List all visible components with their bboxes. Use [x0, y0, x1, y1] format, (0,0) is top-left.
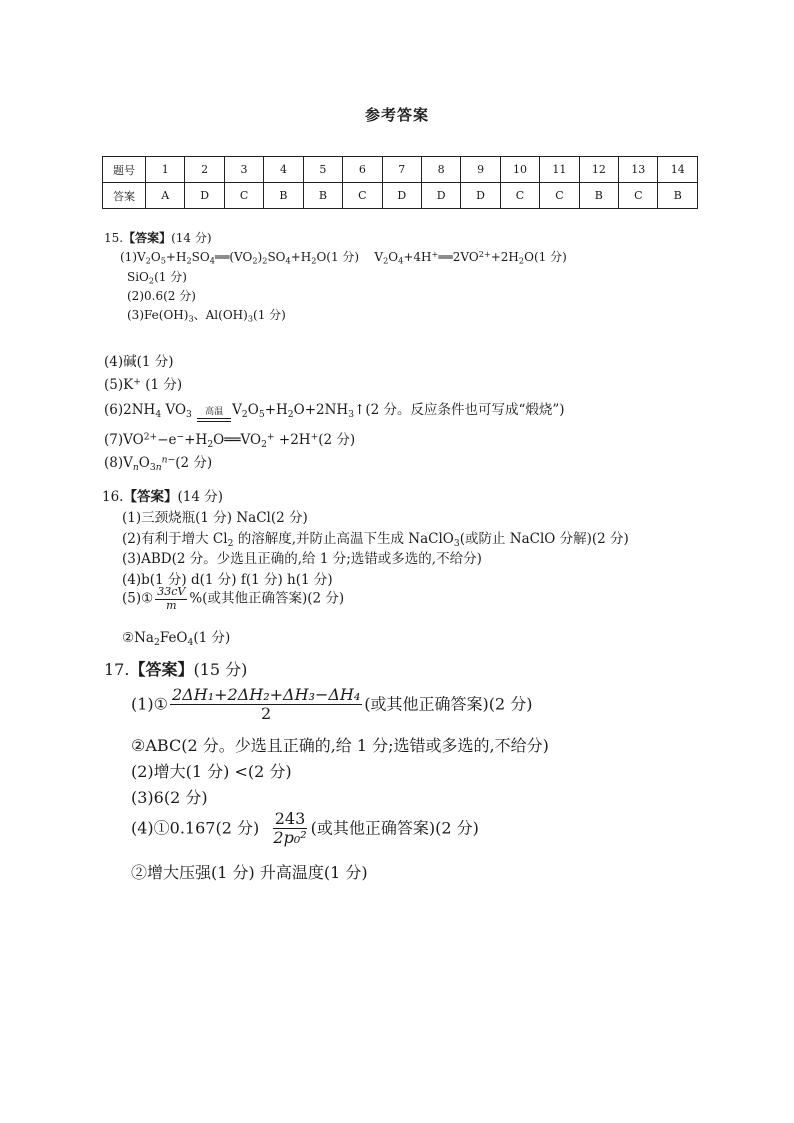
table-cell: 5 — [303, 157, 342, 183]
fraction-243 — [271, 810, 308, 848]
table-cell: 4 — [264, 157, 303, 183]
fraction-33cV-m — [155, 586, 187, 612]
q17-l1-b: (或其他正确答案)(2 分) — [364, 694, 533, 714]
q16-l5-b: %(或其他正确答案)(2 分) — [189, 590, 345, 607]
reaction-condition-label: 高温 — [205, 407, 224, 417]
q15-l1-score: (1 分) — [326, 250, 360, 264]
table-cell: 7 — [382, 157, 421, 183]
q15-line5: (5)K+ (1 分) — [104, 376, 183, 393]
q15-l7-b: +2H — [274, 432, 311, 448]
q15-l3-a: (3)Fe(OH) — [127, 308, 189, 322]
table-cell: C — [540, 183, 579, 209]
q17-line3: (2)增大(1 分) <(2 分) — [131, 762, 292, 781]
q16-l2-b: 的溶解度,并防止高温下生成 NaClO — [233, 531, 454, 547]
table-header-number: 题号 — [103, 157, 146, 183]
q17-line2: ②ABC(2 分。少选且正确的,给 1 分;选错或多选的,不给分) — [131, 736, 549, 755]
q15-line7: $(7)VO^{2+}-e^-+H_2O══VO_2^+ +2H^+(2$ 分) — [104, 431, 356, 450]
table-row-answers — [103, 183, 698, 209]
table-cell: B — [658, 183, 698, 209]
q15-l1-prefix: (1)V — [120, 250, 146, 264]
q15-line4: (4)碱(1 分) — [104, 354, 174, 370]
q15-l5-b: (1 分) — [145, 377, 183, 393]
table-cell: 2 — [185, 157, 224, 183]
q16-l5-a: (5)① — [122, 590, 154, 607]
table-row-numbers — [103, 157, 698, 183]
q16-line4: (4)b(1 分) d(1 分) f(1 分) h(1 分) — [122, 572, 333, 588]
q16-line6: $②Na_2FeO_4(1$ 分) — [122, 630, 231, 648]
q15-l5-a: (5)K — [104, 377, 134, 393]
q15-sio2-score: (1 分) — [154, 270, 187, 284]
q15-line3: $(3)Fe(OH)_3$、$Al(OH)_3(1$ 分) — [127, 308, 286, 324]
answer-table — [102, 156, 698, 209]
fraction-numerator: 33cV — [157, 585, 186, 598]
table-cell: 8 — [421, 157, 460, 183]
table-cell: C — [619, 183, 658, 209]
table-cell: D — [382, 183, 421, 209]
q17-line5 — [131, 810, 479, 848]
q16-line5 — [122, 586, 344, 612]
q15-l6-d: (2 分。反应条件也可写成“煅烧”) — [365, 402, 565, 418]
q17-answer-tag: 【答案】 — [129, 660, 194, 679]
q16-heading — [102, 485, 223, 505]
q16-answer-tag: 【答案】 — [123, 489, 178, 505]
q15-l6-a: (6)2NH — [104, 402, 156, 418]
fraction-denominator: 2p₀² — [273, 828, 307, 848]
q15-line2: (2)0.6(2 分) — [127, 289, 196, 303]
table-cell: B — [579, 183, 618, 209]
q16-number: 16. — [102, 489, 124, 505]
q15-answer-tag: 【答案】 — [123, 231, 172, 245]
q17-line4: (3)6(2 分) — [131, 788, 208, 807]
q16-score: (14 分) — [177, 489, 223, 505]
page-title: 参考答案 — [364, 106, 429, 124]
fraction-numerator: 243 — [274, 809, 306, 828]
q17-line1 — [131, 686, 533, 724]
fraction-enthalpy — [170, 686, 362, 724]
fraction-denominator: m — [166, 598, 177, 612]
q17-l1-a: (1)① — [131, 694, 169, 714]
q15-sio2: SiO$_2$(1 分) — [127, 270, 187, 286]
table-cell: A — [146, 183, 185, 209]
table-cell: 9 — [461, 157, 500, 183]
table-cell: 14 — [658, 157, 698, 183]
q17-l5-a: (4)①0.167(2 分) — [131, 818, 260, 838]
q15-l8-a: (8)V — [104, 455, 133, 471]
q17-heading — [104, 657, 247, 680]
q15-l7-a: (7)VO — [104, 432, 144, 448]
table-cell: C — [224, 183, 263, 209]
q16-l6-a: ②Na — [122, 630, 154, 646]
fraction-numerator: 2ΔH₁+2ΔH₂+ΔH₃−ΔH₄ — [172, 685, 361, 704]
table-cell: 13 — [619, 157, 658, 183]
table-cell: 12 — [579, 157, 618, 183]
q15-l3-c: (1 分) — [253, 308, 286, 322]
q15-score: (14 分) — [171, 231, 212, 245]
q16-l6-b: (1 分) — [193, 630, 231, 646]
table-cell: C — [500, 183, 539, 209]
q17-l5-b: (或其他正确答案)(2 分) — [310, 818, 479, 838]
q15-number: 15. — [104, 231, 124, 245]
q16-line1: (1)三颈烧瓶(1 分) NaCl(2 分) — [122, 510, 308, 526]
q16-l2-c: (或防止 NaClO 分解)(2 分) — [459, 531, 629, 547]
reaction-condition — [197, 408, 231, 426]
table-cell: B — [264, 183, 303, 209]
q17-score: (15 分) — [193, 660, 248, 679]
q16-l2-a: (2)有利于增大 Cl — [122, 531, 228, 547]
q15-line8: $(8)V_nO_{3n}^{n-}(2$ 分) — [104, 454, 213, 473]
q15-l7-c: (2 分) — [318, 432, 356, 448]
table-cell: D — [185, 183, 224, 209]
q17-number: 17. — [104, 660, 130, 679]
q15-l6-c: V — [232, 402, 242, 418]
q15-l1-eq2: V — [374, 250, 384, 264]
q15-l6-b: VO — [161, 402, 187, 418]
table-cell: D — [461, 183, 500, 209]
q16-line2: (2)有利于增大 $Cl_2$ 的溶解度,并防止高温下生成 NaClO$_3$(或防止 NaClO 分解)(2 分) — [122, 531, 629, 549]
fraction-denominator: 2 — [261, 704, 272, 724]
q15-l3-b: 、Al(OH) — [193, 308, 248, 322]
table-cell: D — [421, 183, 460, 209]
q15-heading — [104, 229, 212, 246]
table-cell: 3 — [224, 157, 263, 183]
table-cell: B — [303, 183, 342, 209]
q15-l1-score2: (1 分) — [533, 250, 567, 264]
table-cell: 1 — [146, 157, 185, 183]
table-cell: C — [343, 183, 382, 209]
table-cell: 10 — [500, 157, 539, 183]
table-cell: 6 — [343, 157, 382, 183]
q15-l8-b: (2 分) — [175, 455, 213, 471]
q17-line6: ②增大压强(1 分) 升高温度(1 分) — [131, 863, 368, 882]
q15-line1: $(1)V_2O_5+H_2SO_4══(VO_2)_2SO_4+H_2O(1$ 分) $V_2O_4+4H^+══2VO^{2+}+2H_2O(1$ 分) — [120, 248, 567, 266]
table-header-answer: 答案 — [103, 183, 146, 209]
table-cell: 11 — [540, 157, 579, 183]
q16-line3: (3)ABD(2 分。少选且正确的,给 1 分;选错或多选的,不给分) — [122, 551, 482, 567]
q15-line6: $(6)2NH_4$ $VO_3$ 高温 $V_2O_5+H_2O+2NH_3↑(2$ 分。反应条件也可写成“煅烧”) — [104, 398, 565, 426]
